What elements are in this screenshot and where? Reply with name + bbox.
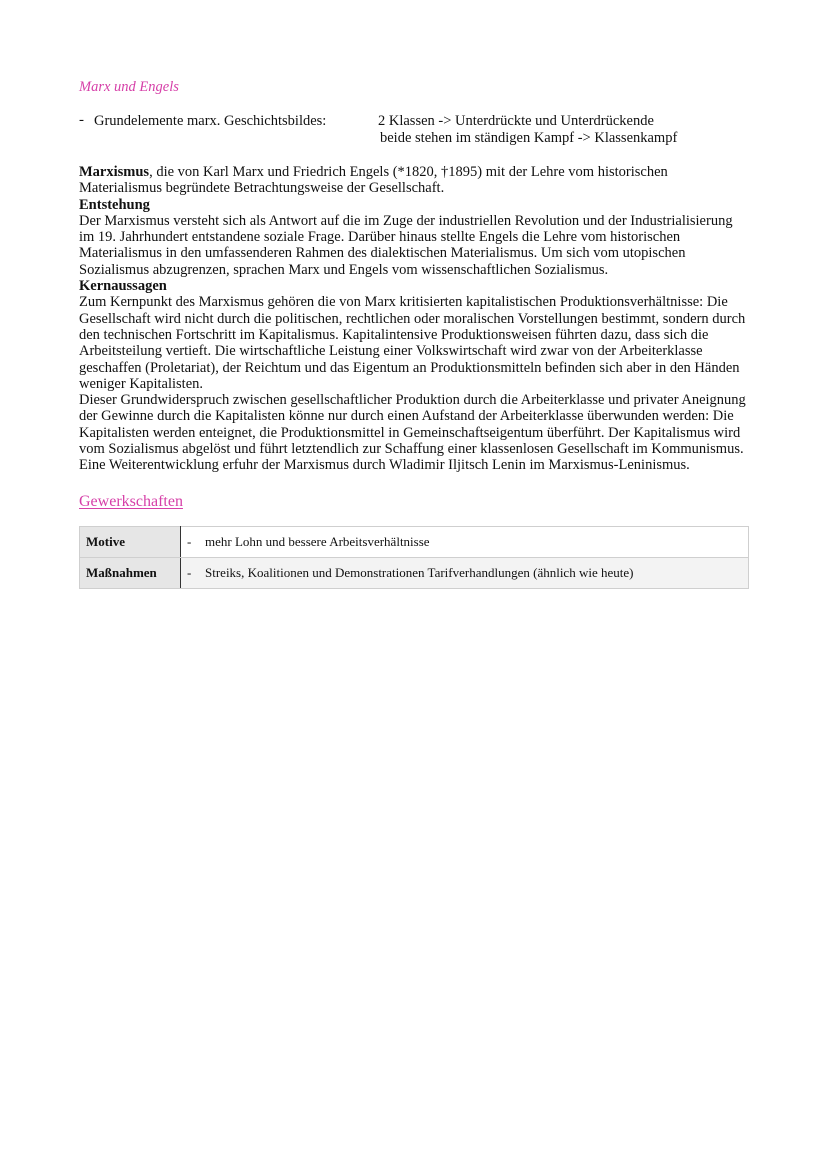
table-key-cell: Motive <box>80 526 181 557</box>
table-value-text: Streiks, Koalitionen und Demonstrationen Tarifverhandlungen (ähnlich wie heute) <box>205 564 634 580</box>
table-value-text: mehr Lohn und bessere Arbeitsverhältnisse <box>205 533 430 549</box>
kernaussagen-paragraph-1: Zum Kernpunkt des Marxismus gehören die von Marx kritisierten kapitalistischen Produktionsverhältnisse: Die Gesellschaft wird nicht durch die politischen, rechtlichen oder moralischen Vorstellungen bestimmt, sondern durch den technischen Fortschritt im Kapitalismus. Kapitalintensive Produktionsweisen führten dazu, dass sich die Arbeitsteilung vertieft. Die wirtschaftliche Leistung einer Volkswirtschaft wird zwar von der Arbeiterklasse geschaffen (Proletariat), der Reichtum und das Eigentum an Produktionsmitteln befinden sich aber in den Händen weniger Kapitalisten. <box>79 294 746 392</box>
marxismus-article <box>79 164 751 474</box>
bullet-value <box>378 113 677 147</box>
heading-kernaussagen: Kernaussagen <box>79 278 167 295</box>
table-dash: - <box>187 533 192 549</box>
bullet-dash: - <box>79 112 84 128</box>
document-page <box>79 78 751 589</box>
bullet-item-geschichtsbild <box>79 113 751 147</box>
marxismus-intro-paragraph <box>79 164 751 197</box>
marxismus-intro-text: , die von Karl Marx und Friedrich Engels (*1820, †1895) mit der Lehre vom historischen Materialismus begründete Betrachtungsweise der Gesellschaft. <box>79 164 668 197</box>
kernaussagen-paragraph-2: Dieser Grundwiderspruch zwischen gesellschaftlicher Produktion durch die Arbeiterklasse und privater Aneignung der Gewinne durch die Kapitalisten könne nur durch einen Aufstand der Arbeiterklasse überwunden werden: Die Kapitalisten werden enteignet, die Produktionsmittel in Gemeinschaftseigentum überführt. Der Kapitalismus wird vom Sozialismus abgelöst und führt letztendlich zur Schaffung einer klassenlosen Gesellschaft im Kommunismus. Eine Weiterentwicklung erfuhr der Marxismus durch Wladimir Iljitsch Lenin im Marxismus-Leninismus. <box>79 392 746 474</box>
table-row <box>80 557 749 588</box>
table-dash: - <box>187 564 192 580</box>
section-title-marx-engels: Marx und Engels <box>79 79 179 95</box>
marxismus-term: Marxismus <box>79 164 150 180</box>
gewerkschaften-table <box>79 526 749 589</box>
bullet-value-line-1: 2 Klassen -> Unterdrückte und Unterdrückende <box>378 113 654 129</box>
bullet-value-line-2: beide stehen im ständigen Kampf -> Klassenkampf <box>380 130 678 146</box>
table-row <box>80 526 749 557</box>
entstehung-paragraph: Der Marxismus versteht sich als Antwort auf die im Zuge der industriellen Revolution und der Industrialisierung im 19. Jahrhundert entstandene soziale Frage. Darüber hinaus stellte Engels die Lehre vom historischen Materialismus in den umfassenderen Rahmen des dialektischen Materialismus. Um sich vom utopischen Sozialismus abzugrenzen, sprachen Marx und Engels vom wissenschaftlichen Sozialismus. <box>79 212 733 278</box>
table-value-cell <box>181 557 749 588</box>
section-title-gewerkschaften: Gewerkschaften <box>79 492 183 510</box>
heading-entstehung: Entstehung <box>79 196 150 213</box>
table-key-cell: Maßnahmen <box>80 557 181 588</box>
table-value-cell <box>181 526 749 557</box>
bullet-label: Grundelemente marx. Geschichtsbildes: <box>94 113 327 129</box>
